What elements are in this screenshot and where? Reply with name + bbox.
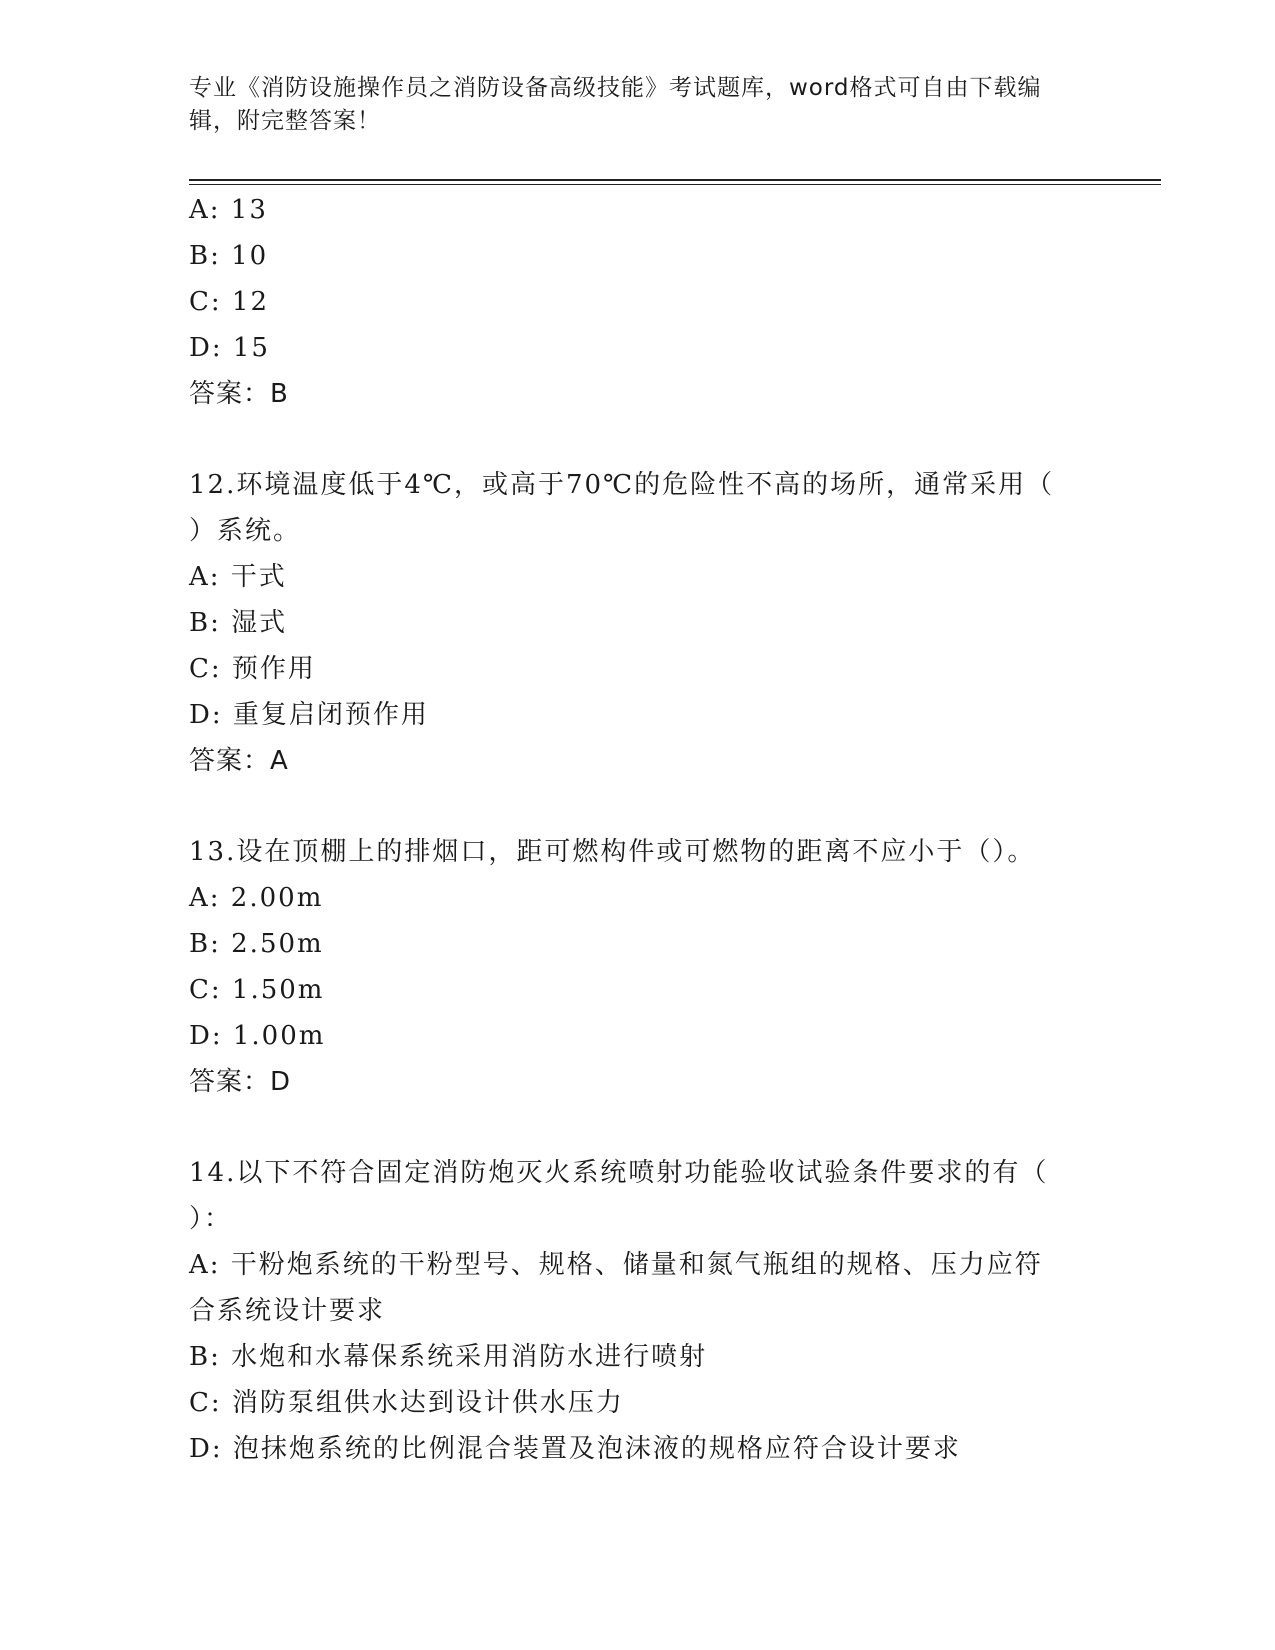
question-stem: 14.以下不符合固定消防炮灭火系统喷射功能验收试验条件要求的有（	[189, 1158, 1049, 1188]
option-b: B: 水炮和水幕保系统采用消防水进行喷射	[189, 1342, 708, 1372]
option-a: A: 2.00m	[189, 883, 324, 913]
option-b: B: 湿式	[189, 608, 288, 638]
question-stem: 12.环境温度低于4℃，或高于70℃的危险性不高的场所，通常采用（	[189, 470, 1055, 500]
answer: 答案：B	[189, 379, 289, 409]
question-content	[189, 187, 1089, 1472]
question-12	[189, 462, 1089, 784]
option-d: D: 重复启闭预作用	[189, 700, 429, 730]
question-stem-cont: ）：	[189, 1204, 233, 1234]
header-divider	[189, 179, 1161, 181]
option-d: D: 1.00m	[189, 1021, 326, 1051]
option-a: A: 13	[189, 195, 268, 225]
option-c: C: 消防泵组供水达到设计供水压力	[189, 1388, 624, 1418]
header-divider-thin	[189, 184, 1161, 185]
question-stem-cont: ）系统。	[189, 516, 302, 546]
question-11-tail	[189, 187, 1089, 417]
option-b: B: 10	[189, 241, 269, 271]
question-14	[189, 1150, 1089, 1472]
option-c: C: 12	[189, 287, 270, 317]
option-a: A: 干粉炮系统的干粉型号、规格、储量和氮气瓶组的规格、压力应符	[189, 1250, 1043, 1280]
option-d: D: 15	[189, 333, 270, 363]
option-c: C: 1.50m	[189, 975, 325, 1005]
answer: 答案：D	[189, 1067, 292, 1097]
question-stem: 13.设在顶棚上的排烟口，距可燃构件或可燃物的距离不应小于（）。	[189, 837, 1036, 867]
document-header-note: 专业《消防设施操作员之消防设备高级技能》考试题库，word格式可自由下载编辑，附完整答案！	[189, 75, 1042, 134]
option-c: C: 预作用	[189, 654, 316, 684]
option-a-cont: 合系统设计要求	[189, 1296, 386, 1326]
option-d: D: 泡抹炮系统的比例混合装置及泡沫液的规格应符合设计要求	[189, 1434, 961, 1464]
question-13	[189, 829, 1089, 1105]
option-a: A: 干式	[189, 562, 287, 592]
option-b: B: 2.50m	[189, 929, 324, 959]
answer: 答案：A	[189, 746, 289, 776]
